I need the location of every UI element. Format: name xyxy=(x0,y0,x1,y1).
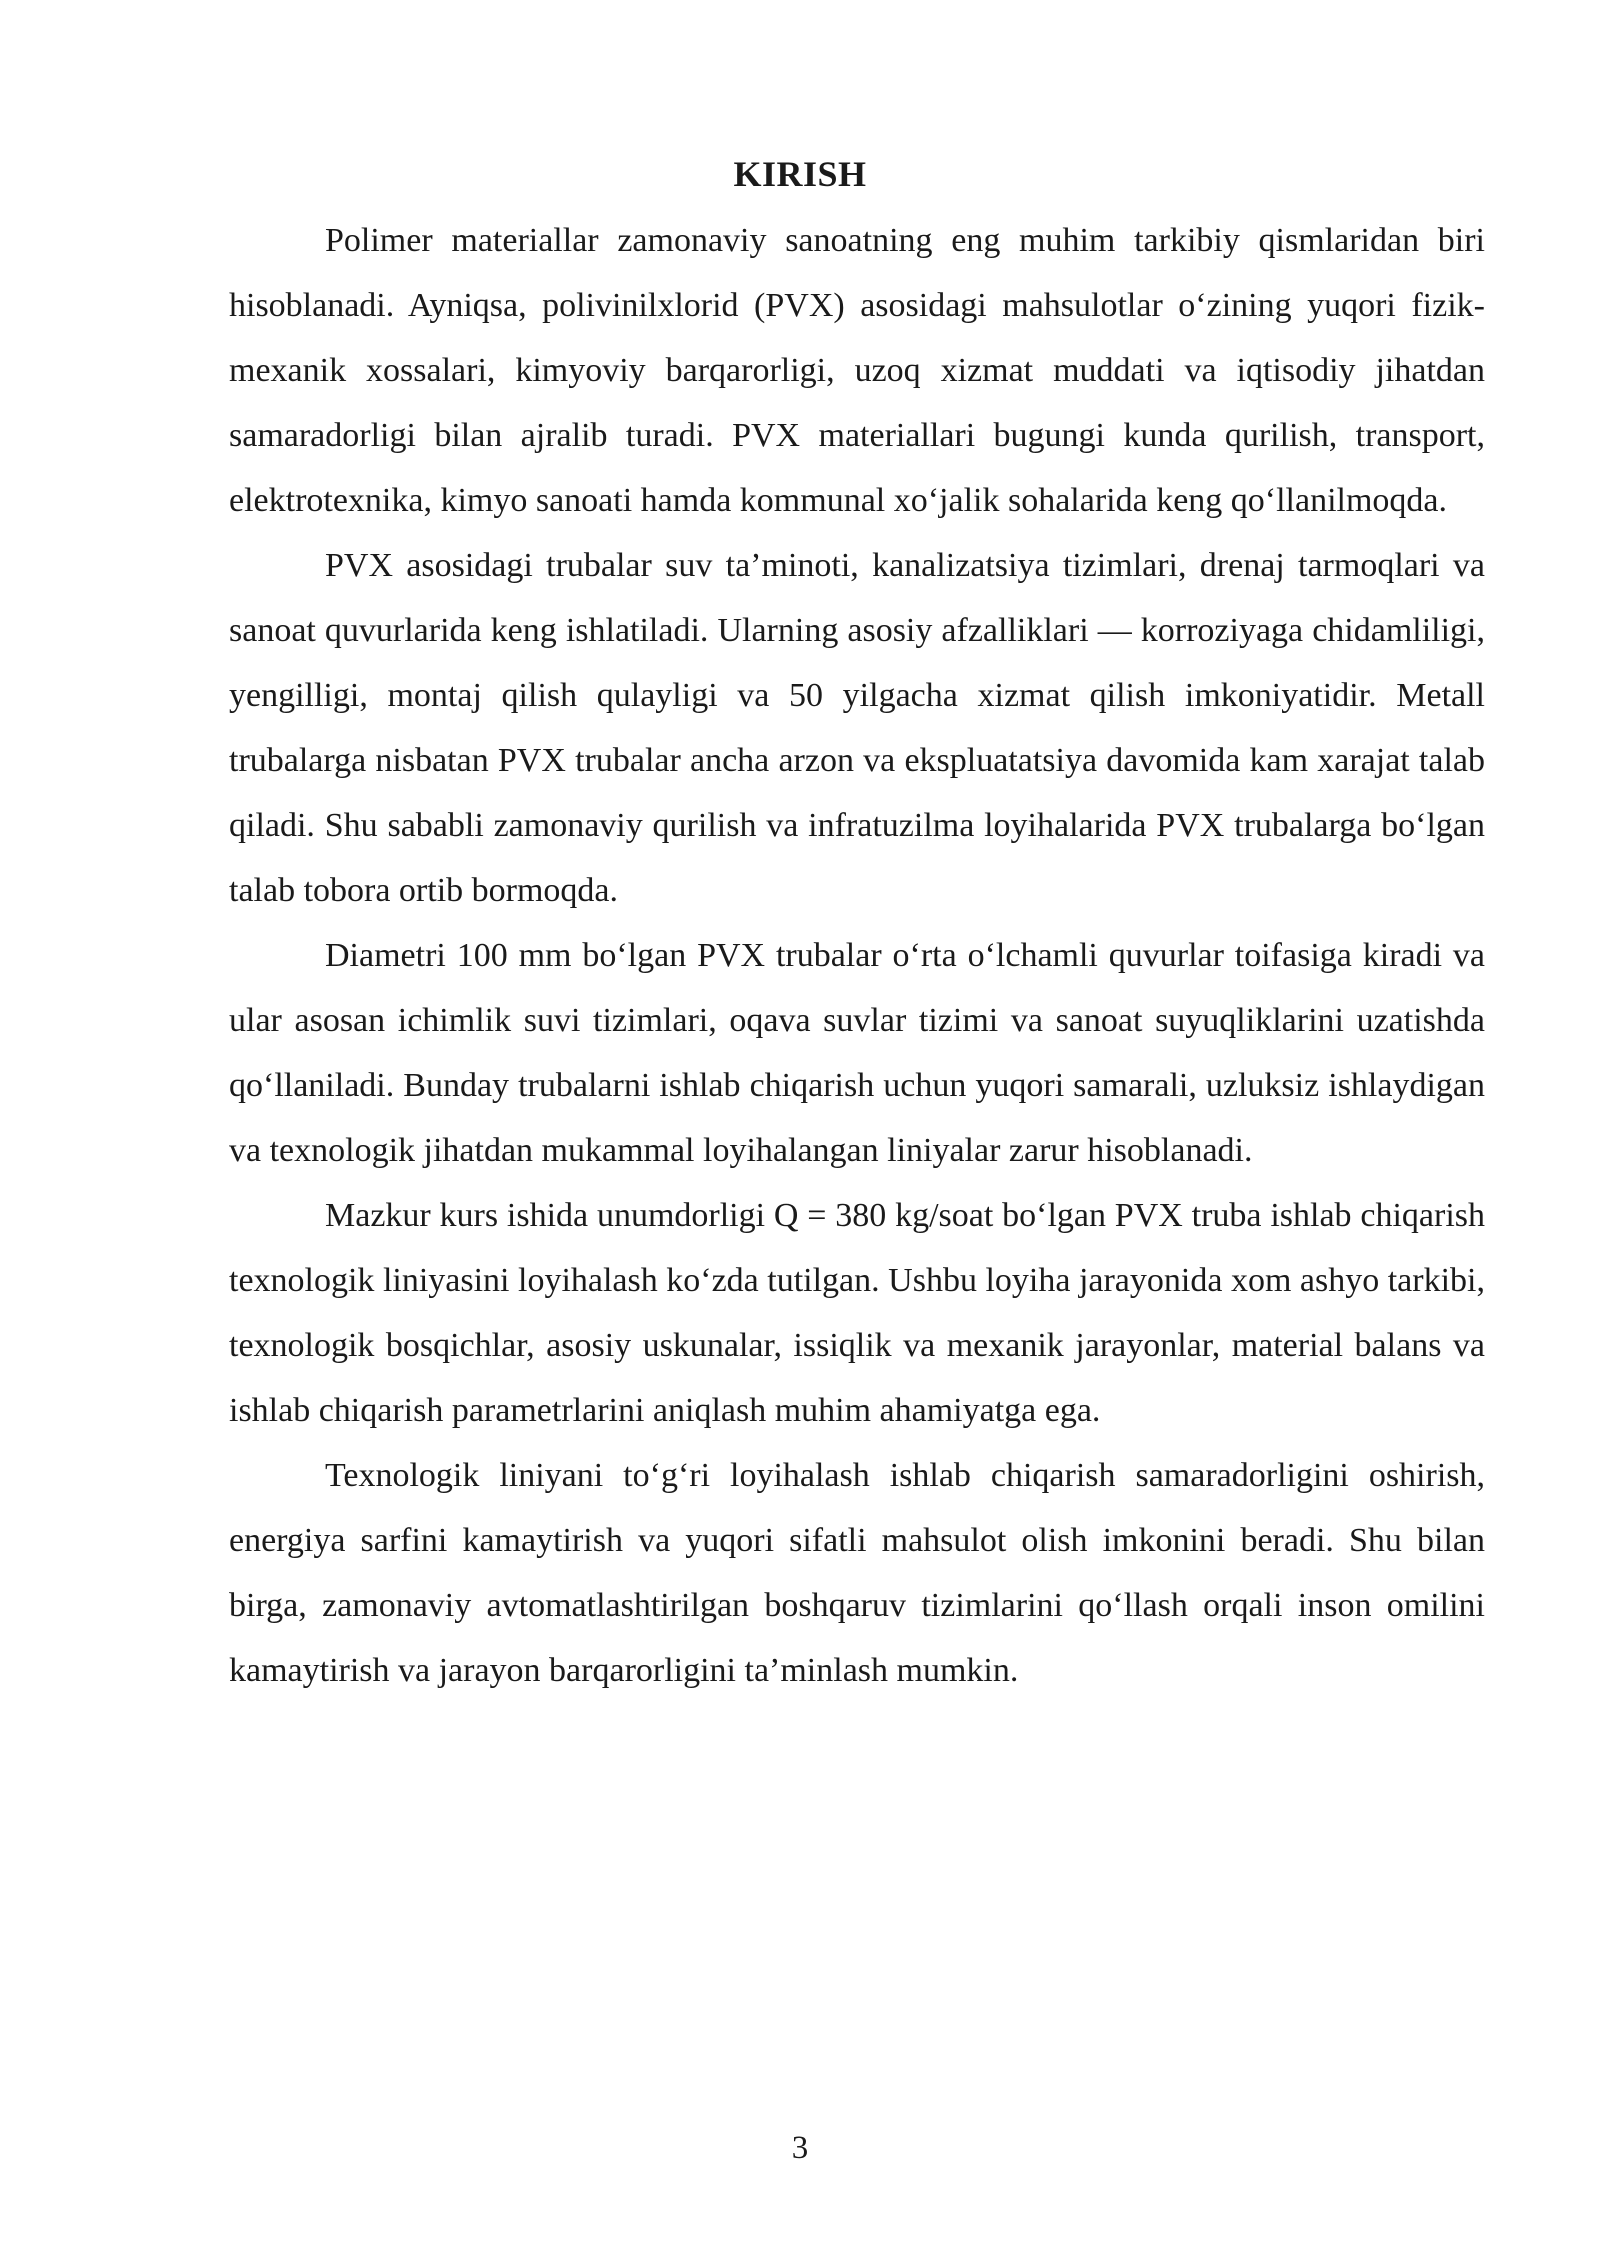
paragraph-3: Diametri 100 mm bo‘lgan PVX trubalar o‘rta o‘lchamli quvurlar toifasiga kiradi va ular asosan ichimlik suvi tizimlari, oqava suvlar tizimi va sanoat suyuqliklarini uzatishda qo‘llaniladi. Bunday trubalarni ishlab chiqarish uchun yuqori samarali, uzluksiz ishlaydigan va texnologik jihatdan mukammal loyihalangan liniyalar zarur hisoblanadi. xyxy=(229,937,1485,1169)
body-text xyxy=(229,208,1485,1703)
paragraph-4: Mazkur kurs ishida unumdorligi Q = 380 kg/soat bo‘lgan PVX truba ishlab chiqarish texnologik liniyasini loyihalash ko‘zda tutilgan. Ushbu loyiha jarayonida xom ashyo tarkibi, texnologik bosqichlar, asosiy uskunalar, issiqlik va mexanik jarayonlar, material balans va ishlab chiqarish parametrlarini aniqlash muhim ahamiyatga ega. xyxy=(229,1197,1485,1429)
paragraph-2: PVX asosidagi trubalar suv ta’minoti, kanalizatsiya tizimlari, drenaj tarmoqlari va sanoat quvurlarida keng ishlatiladi. Ularning asosiy afzalliklari — korroziyaga chidamliligi, yengilligi, montaj qilish qulayligi va 50 yilgacha xizmat qilish imkoniyatidir. Metall trubalarga nisbatan PVX trubalar ancha arzon va ekspluatatsiya davomida kam xarajat talab qiladi. Shu sababli zamonaviy qurilish va infratuzilma loyihalarida PVX trubalarga bo‘lgan talab tobora ortib bormoqda. xyxy=(229,547,1485,909)
paragraph-1: Polimer materiallar zamonaviy sanoatning eng muhim tarkibiy qismlaridan biri hisoblanadi. Ayniqsa, polivinilxlorid (PVX) asosidagi mahsulotlar o‘zining yuqori fizik-mexanik xossalari, kimyoviy barqarorligi, uzoq xizmat muddati va iqtisodiy jihatdan samaradorligi bilan ajralib turadi. PVX materiallari bugungi kunda qurilish, transport, elektrotexnika, kimyo sanoati hamda kommunal xo‘jalik sohalarida keng qo‘llanilmoqda. xyxy=(229,222,1485,519)
section-heading: KIRISH xyxy=(733,154,867,194)
page-number: 3 xyxy=(791,2130,809,2166)
paragraph-5: Texnologik liniyani to‘g‘ri loyihalash ishlab chiqarish samaradorligini oshirish, energiya sarfini kamaytirish va yuqori sifatli mahsulot olish imkonini beradi. Shu bilan birga, zamonaviy avtomatlashtirilgan boshqaruv tizimlarini qo‘llash orqali inson omilini kamaytirish va jarayon barqarorligini ta’minlash mumkin. xyxy=(229,1457,1485,1689)
